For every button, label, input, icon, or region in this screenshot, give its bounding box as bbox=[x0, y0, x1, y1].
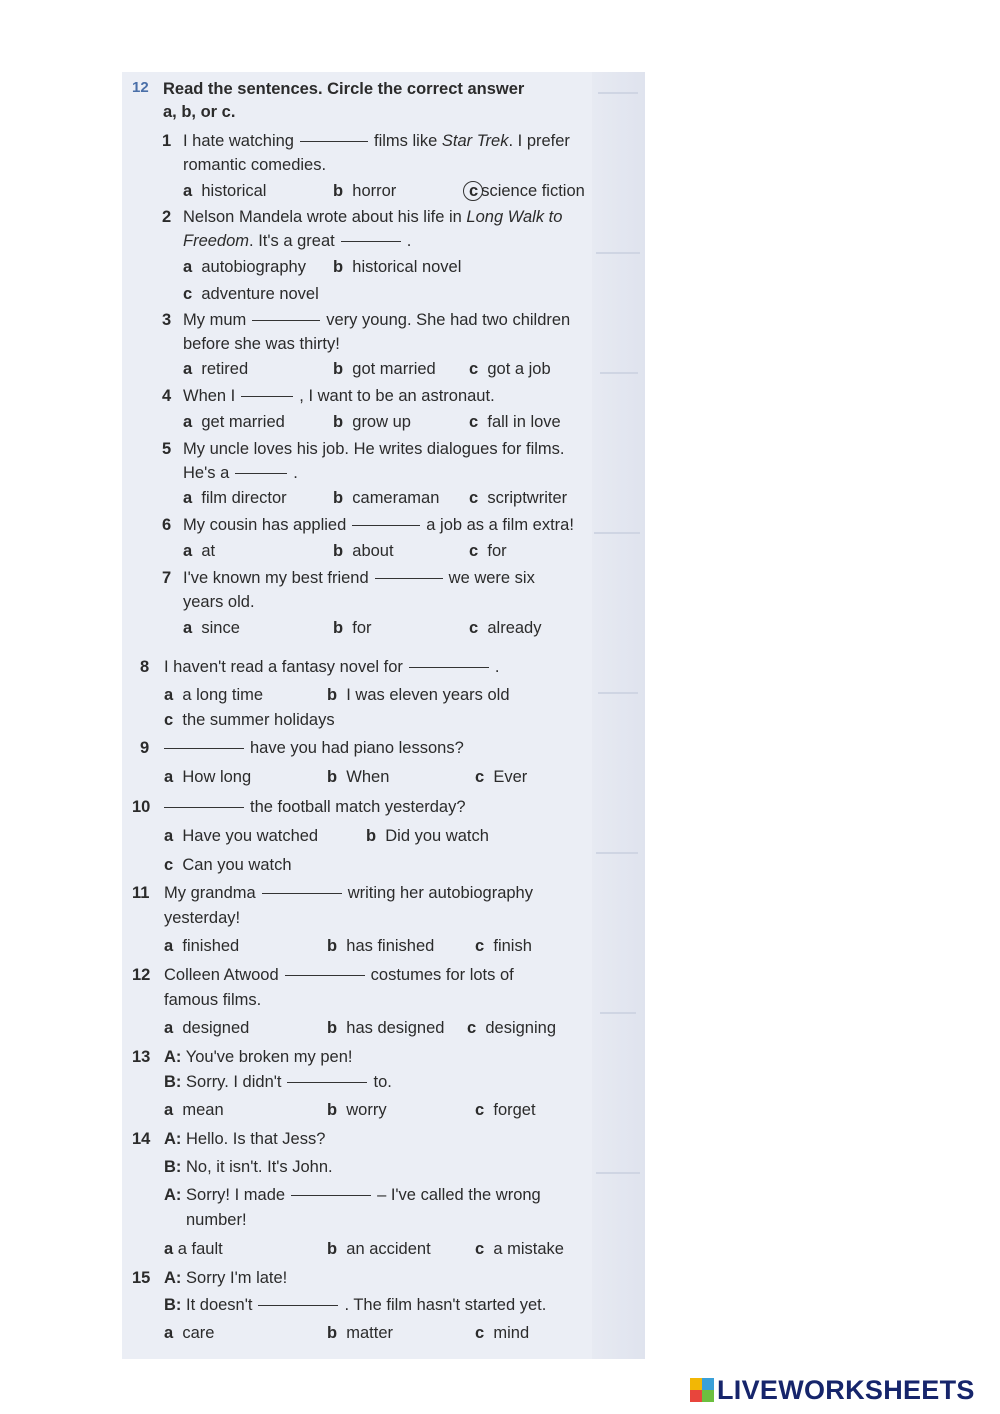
option-a[interactable]: a film director bbox=[183, 489, 287, 507]
option-b[interactable]: b Did you watch bbox=[366, 827, 489, 845]
answer-blank[interactable] bbox=[300, 141, 368, 142]
option-b[interactable]: b worry bbox=[327, 1101, 387, 1119]
option-c[interactable]: c designing bbox=[467, 1019, 556, 1037]
answer-blank[interactable] bbox=[252, 320, 320, 321]
option-b[interactable]: b I was eleven years old bbox=[327, 686, 510, 704]
question-number: 14 bbox=[132, 1130, 151, 1148]
option-c[interactable]: c forget bbox=[475, 1101, 536, 1119]
instruction-line-2: a, b, or c. bbox=[163, 103, 236, 121]
option-a[interactable]: a a long time bbox=[164, 686, 264, 704]
answer-blank[interactable] bbox=[341, 241, 401, 242]
option-c[interactable]: c Can you watch bbox=[164, 856, 292, 874]
question-4-text: When I , I want to be an astronaut. bbox=[183, 387, 495, 405]
logo-text: LIVEWORKSHEETS bbox=[717, 1374, 975, 1405]
dialogue-line-a: A: Hello. Is that Jess? bbox=[164, 1130, 326, 1148]
option-a[interactable]: a get married bbox=[183, 413, 285, 431]
question-11-text: My grandma writing her autobiography bbox=[164, 884, 533, 902]
option-c[interactable]: c adventure novel bbox=[183, 285, 319, 303]
question-number: 3 bbox=[162, 311, 172, 329]
option-a[interactable]: a since bbox=[183, 619, 240, 637]
question-5-text: My uncle loves his job. He writes dialogues for films. bbox=[183, 440, 565, 458]
option-c[interactable]: c science fiction bbox=[469, 182, 585, 200]
question-3-text-line-2: before she was thirty! bbox=[183, 335, 340, 353]
exercise-number: 12 bbox=[132, 79, 149, 96]
answer-blank[interactable] bbox=[409, 667, 489, 668]
question-number: 5 bbox=[162, 440, 172, 458]
question-10-text: the football match yesterday? bbox=[158, 797, 466, 817]
question-number: 12 bbox=[132, 966, 151, 984]
question-number: 7 bbox=[162, 569, 172, 587]
option-b[interactable]: b an accident bbox=[327, 1240, 431, 1258]
option-b[interactable]: b matter bbox=[327, 1324, 394, 1342]
question-1-text-line-2: romantic comedies. bbox=[183, 156, 327, 174]
answer-blank[interactable] bbox=[285, 975, 365, 976]
question-2-text-line-2: Freedom. It's a great . bbox=[183, 232, 412, 250]
question-number: 2 bbox=[162, 208, 172, 226]
answer-blank[interactable] bbox=[262, 893, 342, 894]
question-1-text: I hate watching films like Star Trek. I prefer bbox=[183, 132, 570, 150]
dialogue-line-a2: A: Sorry! I made – I've called the wrong bbox=[164, 1186, 541, 1204]
option-c[interactable]: c fall in love bbox=[469, 413, 561, 431]
option-b[interactable]: b has finished bbox=[327, 937, 435, 955]
answer-blank[interactable] bbox=[287, 1082, 367, 1083]
question-number: 13 bbox=[132, 1048, 151, 1066]
option-b[interactable]: b got married bbox=[333, 360, 436, 378]
option-b[interactable]: b historical novel bbox=[333, 258, 462, 276]
option-a[interactable]: a retired bbox=[183, 360, 249, 378]
option-c[interactable]: c for bbox=[469, 542, 507, 560]
option-c[interactable]: c a mistake bbox=[475, 1240, 564, 1258]
question-6-text: My cousin has applied a job as a film extra! bbox=[183, 516, 574, 534]
dialogue-line-a: A: You've broken my pen! bbox=[164, 1048, 353, 1066]
option-b[interactable]: b When bbox=[327, 768, 390, 786]
question-5-text-line-2: He's a . bbox=[183, 464, 298, 482]
dialogue-line-a2-line-2: number! bbox=[186, 1211, 247, 1229]
question-number: 11 bbox=[132, 884, 150, 902]
answer-blank[interactable] bbox=[258, 1305, 338, 1306]
option-b[interactable]: b cameraman bbox=[333, 489, 440, 507]
answer-blank[interactable] bbox=[235, 473, 287, 474]
dialogue-line-a: A: Sorry I'm late! bbox=[164, 1269, 288, 1287]
question-number: 15 bbox=[132, 1269, 151, 1287]
instruction-line-1: Read the sentences. Circle the correct answer bbox=[163, 80, 525, 98]
question-11-text-line-2: yesterday! bbox=[164, 909, 241, 927]
option-c[interactable]: c scriptwriter bbox=[469, 489, 568, 507]
option-a[interactable]: a designed bbox=[164, 1019, 250, 1037]
option-a[interactable]: a How long bbox=[164, 768, 252, 786]
logo-mark-icon bbox=[690, 1378, 714, 1402]
option-b[interactable]: b for bbox=[333, 619, 372, 637]
option-b[interactable]: b grow up bbox=[333, 413, 411, 431]
answer-blank[interactable] bbox=[291, 1195, 371, 1196]
dialogue-line-b: B: Sorry. I didn't to. bbox=[164, 1073, 392, 1091]
option-c[interactable]: c the summer holidays bbox=[164, 711, 335, 729]
question-number: 4 bbox=[162, 387, 172, 405]
option-b[interactable]: b about bbox=[333, 542, 394, 560]
option-c[interactable]: c finish bbox=[475, 937, 532, 955]
option-c[interactable]: c got a job bbox=[469, 360, 551, 378]
dialogue-line-b: B: No, it isn't. It's John. bbox=[164, 1158, 333, 1176]
question-12-text: Colleen Atwood costumes for lots of bbox=[164, 966, 514, 984]
dialogue-line-b: B: It doesn't . The film hasn't started yet. bbox=[164, 1296, 547, 1314]
option-c[interactable]: c mind bbox=[475, 1324, 530, 1342]
option-b[interactable]: b horror bbox=[333, 182, 397, 200]
option-a[interactable]: a finished bbox=[164, 937, 240, 955]
question-8-text: I haven't read a fantasy novel for . bbox=[164, 658, 500, 676]
page-bleed-edge bbox=[592, 72, 645, 1359]
question-number: 6 bbox=[162, 516, 172, 534]
question-12-text-line-2: famous films. bbox=[164, 991, 262, 1009]
option-a[interactable]: a at bbox=[183, 542, 216, 560]
answer-blank[interactable] bbox=[352, 525, 420, 526]
option-a[interactable]: a autobiography bbox=[183, 258, 306, 276]
question-9-text: have you had piano lessons? bbox=[158, 738, 464, 758]
option-c[interactable]: c Ever bbox=[475, 768, 528, 786]
question-7-text: I've known my best friend we were six bbox=[183, 569, 535, 587]
question-3-text: My mum very young. She had two children bbox=[183, 311, 571, 329]
question-2-text: Nelson Mandela wrote about his life in Long Walk to bbox=[183, 208, 563, 226]
option-a[interactable]: a care bbox=[164, 1324, 215, 1342]
question-number: 10 bbox=[132, 798, 151, 816]
option-c[interactable]: c already bbox=[469, 619, 542, 637]
option-b[interactable]: b has designed bbox=[327, 1019, 445, 1037]
option-a[interactable]: a historical bbox=[183, 182, 267, 200]
answer-blank[interactable] bbox=[164, 748, 244, 749]
question-number: 8 bbox=[140, 658, 150, 676]
option-a[interactable]: a mean bbox=[164, 1101, 224, 1119]
liveworksheets-logo[interactable] bbox=[690, 1374, 975, 1406]
answer-blank[interactable] bbox=[164, 807, 244, 808]
answer-blank[interactable] bbox=[241, 396, 293, 397]
answer-blank[interactable] bbox=[375, 578, 443, 579]
question-number: 9 bbox=[140, 739, 150, 757]
option-a[interactable]: a a fault bbox=[164, 1240, 223, 1258]
question-number: 1 bbox=[162, 132, 172, 150]
question-7-text-line-2: years old. bbox=[183, 593, 255, 611]
option-a[interactable]: a Have you watched bbox=[164, 827, 319, 845]
